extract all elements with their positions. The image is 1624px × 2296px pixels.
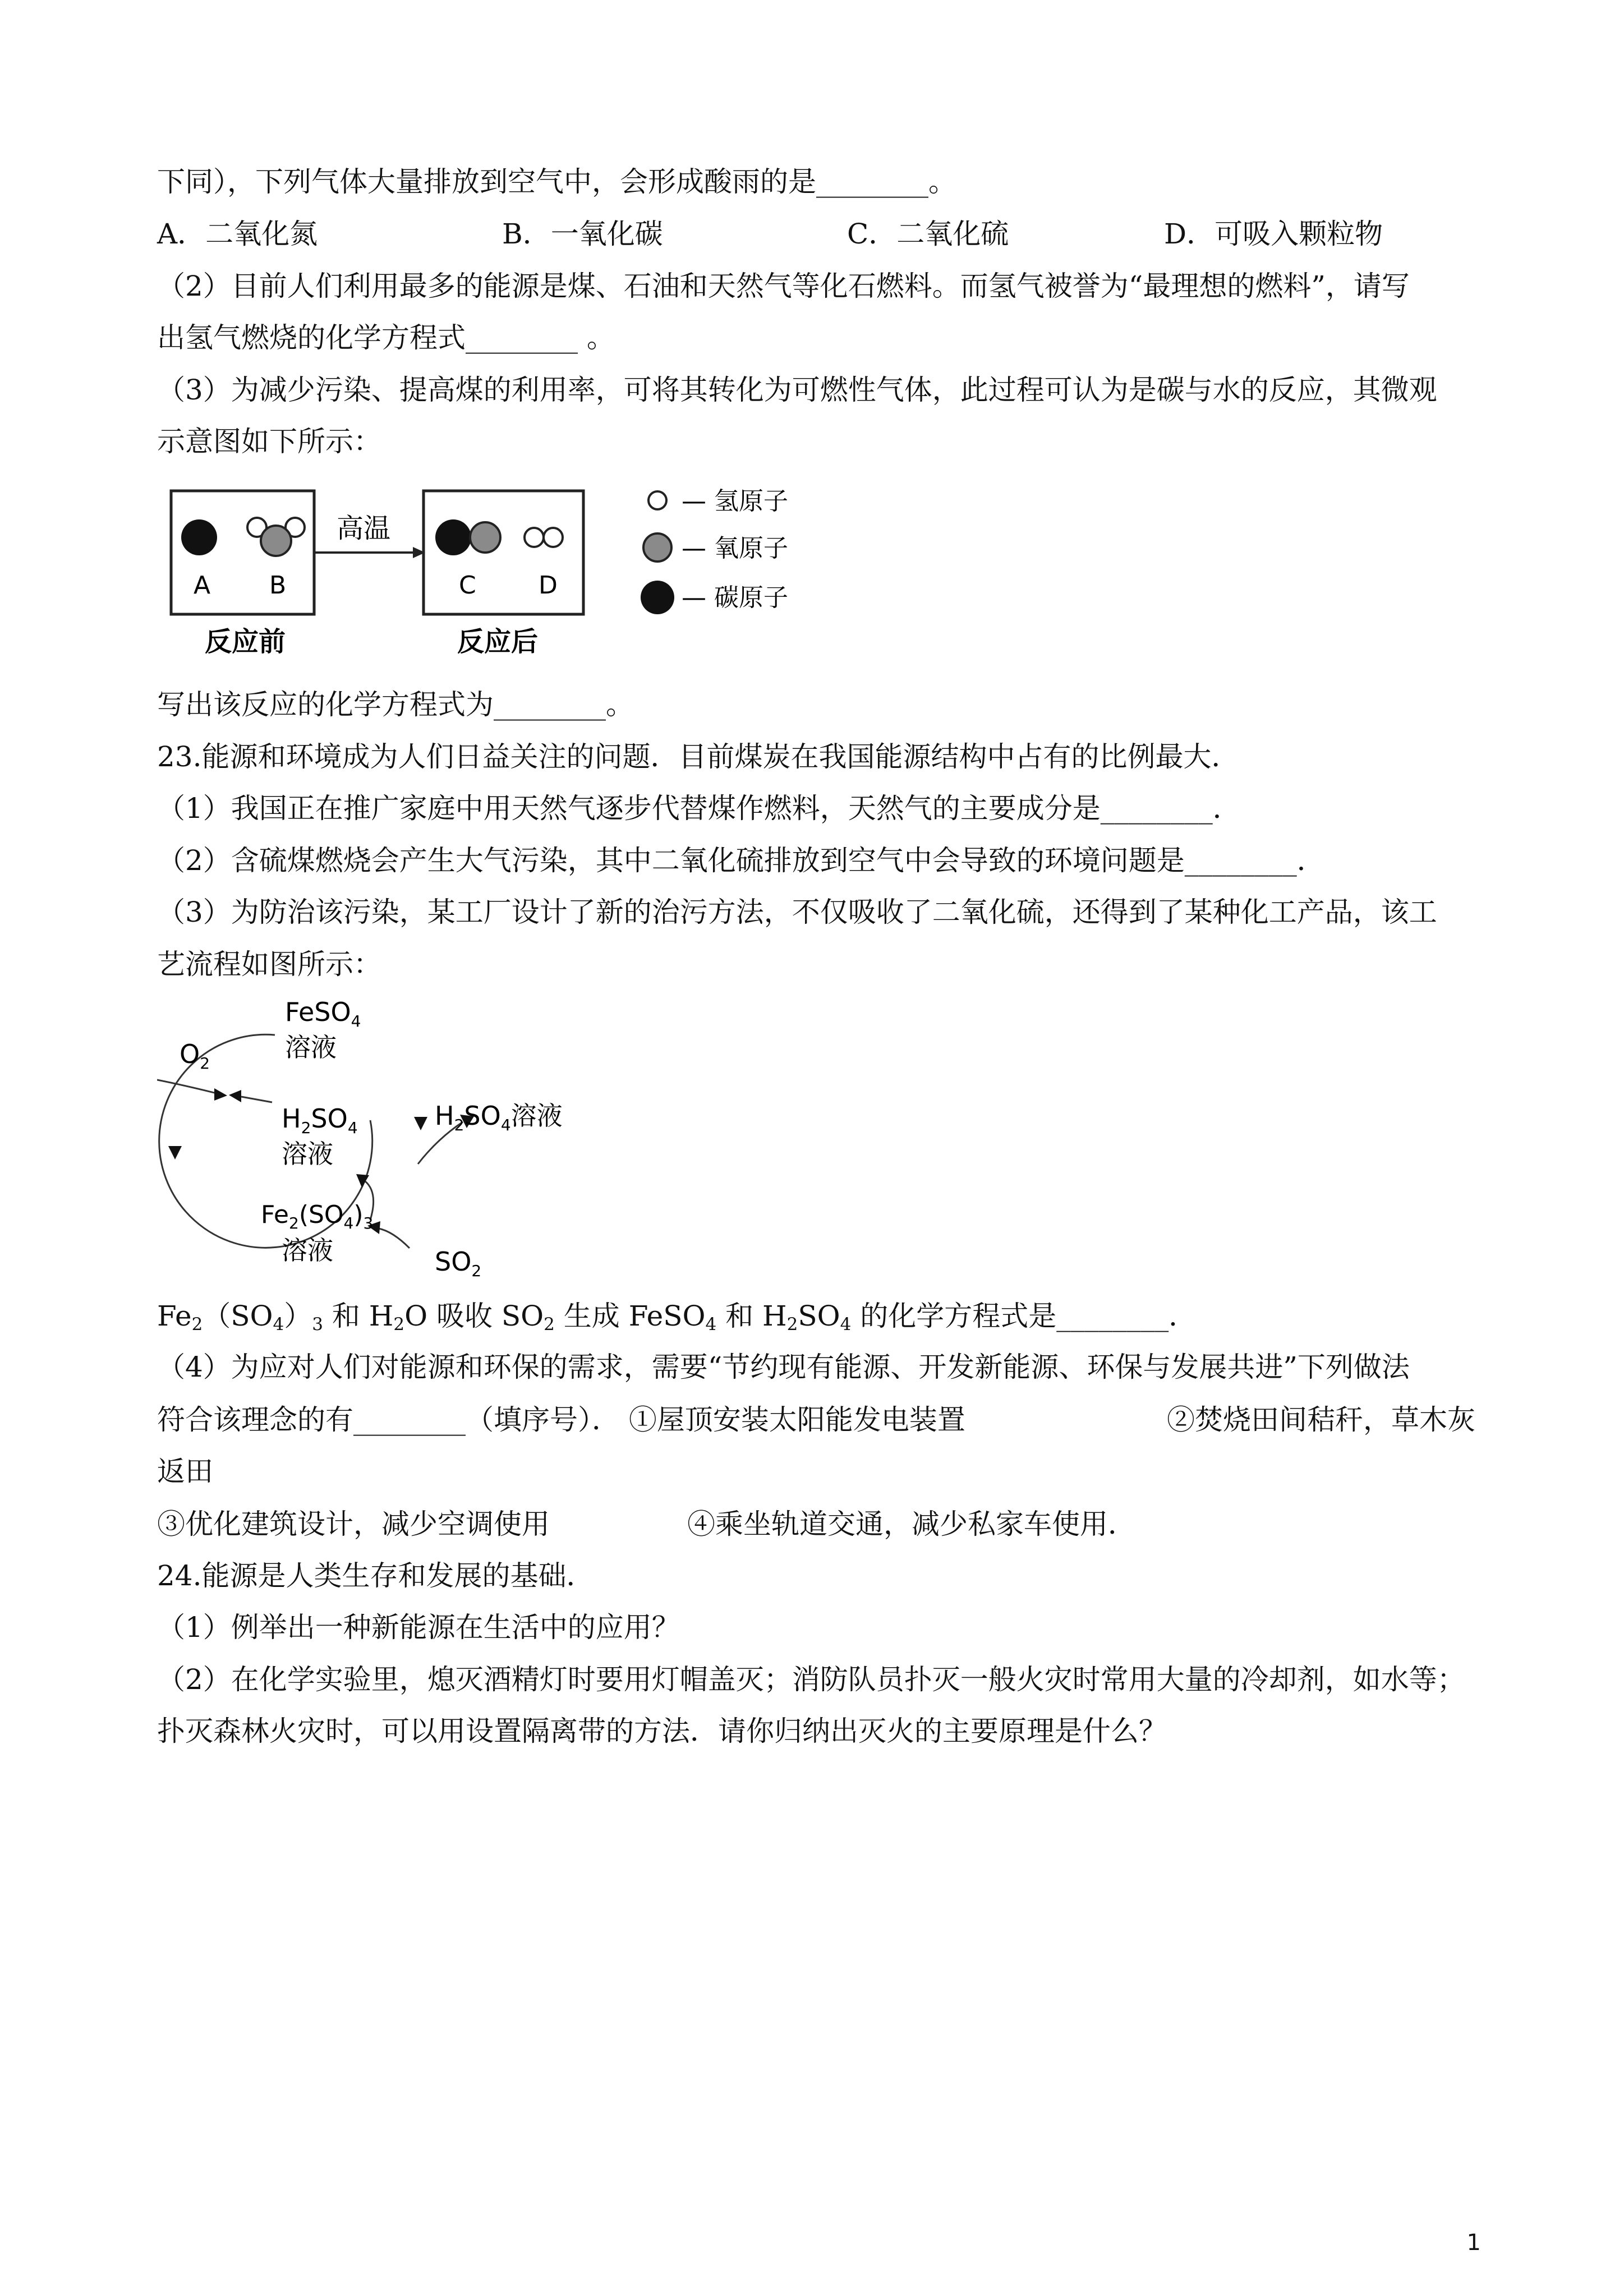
process-flow-diagram <box>157 996 606 1287</box>
legend-oxygen-label: — 氧原子 <box>682 534 788 563</box>
o2-inlet-line <box>157 1080 219 1094</box>
q2-line2: 出氢气燃烧的化学方程式________ 。 <box>157 321 615 354</box>
h2so4-output-label: $H_2SO_4$溶液 <box>435 1101 563 1134</box>
right-down-arrowhead <box>414 1117 427 1130</box>
q23-part4-option4: ④乘坐轨道交通，减少私家车使用． <box>687 1508 1136 1540</box>
label-b: B <box>269 571 287 600</box>
q23-part4-option3: ③优化建筑设计，减少空调使用 <box>157 1508 550 1540</box>
so2-label: $SO_2$ <box>435 1246 482 1280</box>
q23-part3-line2: 艺流程如图所示： <box>157 948 381 981</box>
carbon-atom-c <box>435 519 471 555</box>
label-c: C <box>459 571 476 600</box>
legend-oxygen <box>643 533 671 562</box>
feso4-solution-label: 溶液 <box>285 1032 337 1062</box>
page-number: 1 <box>1466 2230 1481 2256</box>
q23-title: 23.能源和环境成为人们日益关注的问题．目前煤炭在我国能源结构中占有的比例最大． <box>157 740 1240 773</box>
q23-part4-line3: 返田 <box>157 1455 213 1488</box>
fe2so43-solution-label: 溶液 <box>282 1235 333 1266</box>
q23-part3-line1: （3）为防治该污染，某工厂设计了新的治污方法，不仅吸收了二氧化硫，还得到了某种化工产品，该工 <box>157 896 1437 928</box>
so2-inlet-line <box>379 1228 410 1248</box>
inner-arrowhead-1 <box>229 1090 241 1102</box>
inner-arrow-h2so4-to-o2 <box>241 1097 272 1102</box>
hydrogen-atom-d2 <box>544 528 563 547</box>
q3-line3: 写出该反应的化学方程式为________。 <box>157 688 634 721</box>
option-a: A．二氧化氮 <box>157 218 318 250</box>
q3-line2: 示意图如下所示： <box>157 425 381 458</box>
question-text-l1: 下同），下列气体大量排放到空气中，会形成酸雨的是________。 <box>157 165 956 198</box>
legend-carbon <box>641 581 674 614</box>
legend-carbon-label: — 碳原子 <box>682 583 788 612</box>
q3-line1: （3）为减少污染、提高煤的利用率，可将其转化为可燃性气体，此过程可认为是碳与水的反应，其微观 <box>157 374 1437 406</box>
oxygen-atom-b <box>261 526 291 556</box>
q23-part4-option2: ②焚烧田间秸秆，草木灰 <box>1167 1404 1475 1436</box>
q24-part2-line1: （2）在化学实验里，熄灭酒精灯时要用灯帽盖灭；消防队员扑灭一般火灾时常用大量的冷却剂，如水等； <box>157 1663 1465 1696</box>
h2so4-inner-solution-label: 溶液 <box>282 1139 333 1169</box>
q23-part3-line3: $Fe_2(SO_4)_3$ 和 $H_2O$ 吸收 $SO_2$ 生成 FeSO$_4$ 和 $H_2SO_4$ 的化学方程式是________． <box>157 1300 1197 1335</box>
label-a: A <box>194 571 211 600</box>
q2-line1: （2）目前人们利用最多的能源是煤、石油和天然气等化石燃料。而氢气被誉为“最理想的燃料”，请写 <box>157 270 1410 302</box>
hydrogen-atom-d1 <box>525 528 544 547</box>
q24-part1: （1）例举出一种新能源在生活中的应用？ <box>157 1611 680 1644</box>
label-d: D <box>539 571 558 600</box>
arrow-label: 高温 <box>337 513 391 544</box>
q23-part1: （1）我国正在推广家庭中用天然气逐步代替煤作燃料，天然气的主要成分是________． <box>157 792 1241 825</box>
inner-arrowhead-2 <box>356 1174 369 1188</box>
option-c: C．二氧化硫 <box>847 218 1009 250</box>
o2-label: $O_2$ <box>180 1039 210 1073</box>
left-down-arrowhead <box>168 1146 182 1159</box>
option-b: B．一氧化碳 <box>502 218 663 250</box>
q23-part2: （2）含硫煤燃烧会产生大气污染，其中二氧化硫排放到空气中会导致的环境问题是________． <box>157 844 1325 877</box>
q24-title: 24.能源是人类生存和发展的基础． <box>157 1559 595 1592</box>
q24-part2-line2: 扑灭森林火灾时，可以用设置隔离带的方法．请你归纳出灭火的主要原理是什么？ <box>157 1715 1167 1747</box>
fe2so43-label: $Fe_2(SO_4)_3$ <box>261 1200 374 1232</box>
oxygen-atom-c <box>470 522 500 553</box>
carbon-atom-a <box>181 519 217 555</box>
option-d: D．可吸入颗粒物 <box>1164 218 1383 250</box>
legend-hydrogen-label: — 氢原子 <box>682 487 788 516</box>
q23-part4-line1: （4）为应对人们对能源和环保的需求，需要“节约现有能源、开发新能源、环保与发展共进”下列做法 <box>157 1351 1410 1383</box>
feso4-label: FeSO$_4$ <box>285 997 361 1030</box>
after-label: 反应后 <box>457 626 539 657</box>
q23-part4-line2: 符合该理念的有________（填序号）． ①屋顶安装太阳能发电装置 <box>157 1404 965 1436</box>
legend-hydrogen <box>648 491 666 509</box>
h2so4-inner-label: $H_2SO_4$ <box>282 1103 358 1137</box>
micro-reaction-diagram <box>157 471 853 673</box>
before-label: 反应前 <box>205 626 286 657</box>
o2-inlet-arrowhead <box>214 1088 227 1101</box>
